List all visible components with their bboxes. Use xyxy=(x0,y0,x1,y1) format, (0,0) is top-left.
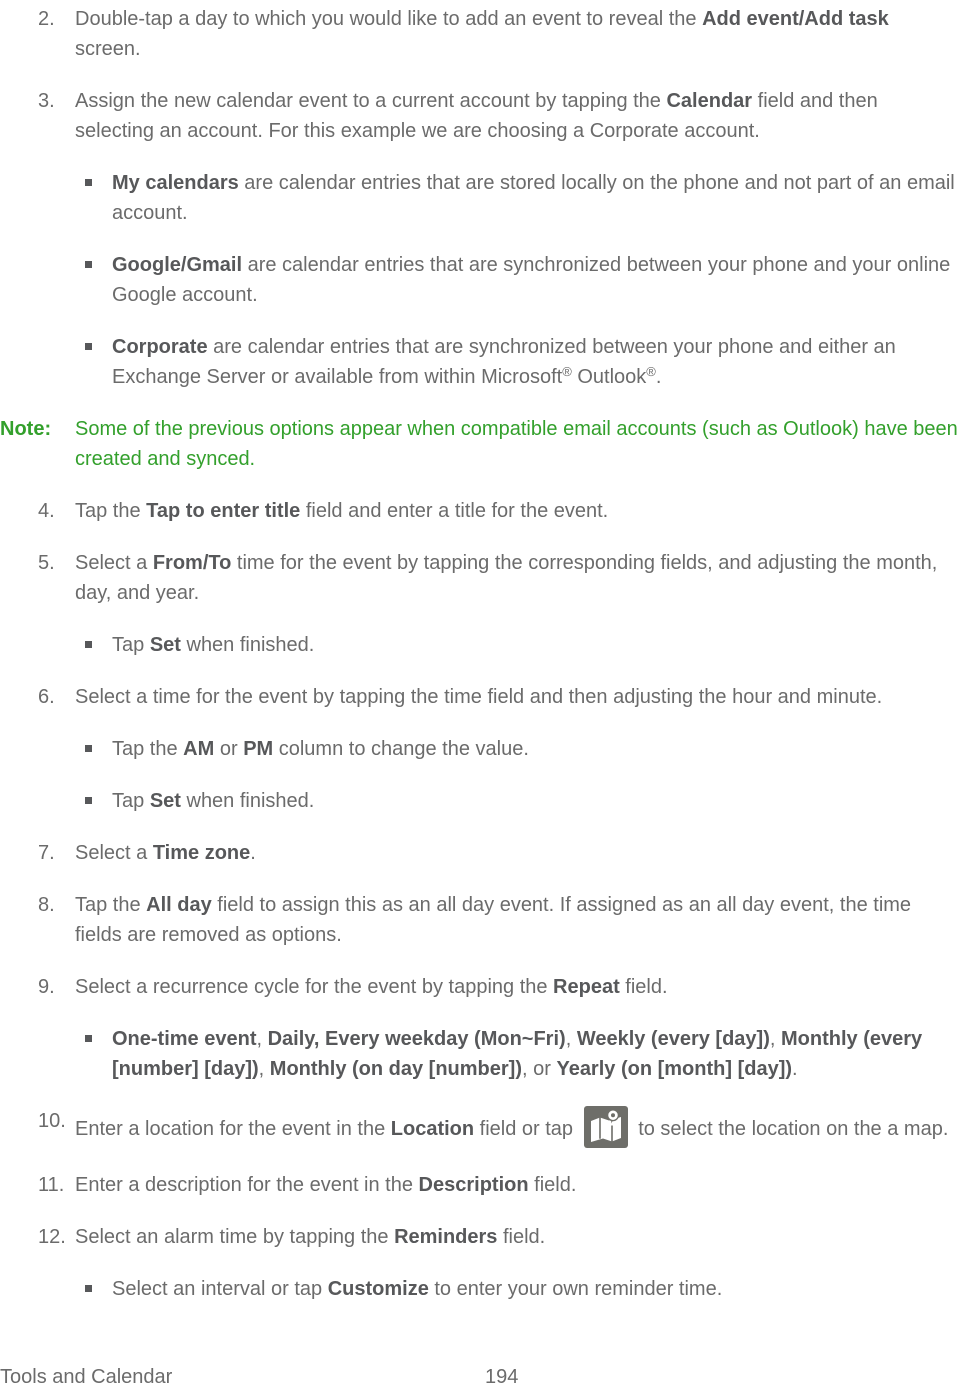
page-footer xyxy=(0,1362,971,1391)
item-text: Tap the Tap to enter title field and enter a title for the event. xyxy=(75,500,609,522)
list-item xyxy=(0,682,971,712)
item-number: 7. xyxy=(38,842,55,864)
note-label: Note: xyxy=(0,418,52,440)
item-number: 2. xyxy=(38,8,55,30)
bullet-square-icon xyxy=(85,250,112,280)
bullet-text: Select an interval or tap Customize to enter your own reminder time. xyxy=(112,1278,723,1300)
item-text: Double-tap a day to which you would like to add an event to reveal the Add event/Add task screen. xyxy=(75,8,889,60)
item-text: Select a From/To time for the event by tapping the corresponding fields, and adjusting the month, day, and year. xyxy=(75,552,938,604)
bullet-text: Tap Set when finished. xyxy=(112,634,315,656)
bullet-item xyxy=(0,1274,971,1304)
note-text: Some of the previous options appear when compatible email accounts (such as Outlook) have been created and synced. xyxy=(75,418,958,470)
item-text: Enter a description for the event in the Description field. xyxy=(75,1174,577,1196)
item-text: Select a recurrence cycle for the event by tapping the Repeat field. xyxy=(75,976,668,998)
footer-page-number: 194 xyxy=(485,1366,519,1388)
bullet-item xyxy=(0,734,971,764)
bullet-square-icon xyxy=(85,1274,112,1304)
bullet-item xyxy=(0,250,971,310)
list-item xyxy=(0,1106,971,1148)
item-number: 8. xyxy=(38,894,55,916)
list-item xyxy=(0,890,971,950)
item-text: Enter a location for the event in the Location field or tap to select the location on the a map. xyxy=(75,1106,971,1148)
item-text: Select a Time zone. xyxy=(75,842,256,864)
item-text: Assign the new calendar event to a current account by tapping the Calendar field and then selecting an account. For this example we are choosing a Corporate account. xyxy=(75,90,878,142)
item-number: 11. xyxy=(38,1174,65,1196)
list-item xyxy=(0,86,971,146)
bullet-square-icon xyxy=(85,168,112,198)
list-item xyxy=(0,4,971,64)
bullet-text: Tap Set when finished. xyxy=(112,790,315,812)
bullet-item xyxy=(0,786,971,816)
item-number: 12. xyxy=(38,1226,66,1248)
list-item xyxy=(0,1222,971,1252)
bullet-text: Corporate are calendar entries that are synchronized between your phone and either an Exchange Server or available from within Microsoft® Outlook®. xyxy=(112,336,896,388)
list-item xyxy=(0,496,971,526)
list-item xyxy=(0,548,971,608)
bullet-item xyxy=(0,1024,971,1084)
bullet-item xyxy=(0,168,971,228)
bullet-text: Google/Gmail are calendar entries that are synchronized between your phone and your online Google account. xyxy=(112,254,951,306)
bullet-square-icon xyxy=(85,630,112,660)
bullet-item xyxy=(0,630,971,660)
item-number: 9. xyxy=(38,976,55,998)
instruction-list xyxy=(0,4,971,1304)
list-item xyxy=(0,1170,971,1200)
item-number: 6. xyxy=(38,686,55,708)
footer-section-title: Tools and Calendar xyxy=(0,1366,173,1388)
item-number: 4. xyxy=(38,500,55,522)
list-item xyxy=(0,972,971,1002)
map-location-icon xyxy=(584,1106,628,1148)
item-number: 10. xyxy=(38,1110,66,1132)
item-text: Select a time for the event by tapping the time field and then adjusting the hour and minute. xyxy=(75,686,883,708)
list-item xyxy=(0,838,971,868)
bullet-text: Tap the AM or PM column to change the value. xyxy=(112,738,529,760)
item-text: Tap the All day field to assign this as an all day event. If assigned as an all day event, the time fields are removed as options. xyxy=(75,894,912,946)
bullet-square-icon xyxy=(85,332,112,362)
bullet-text: One-time event, Daily, Every weekday (Mon~Fri), Weekly (every [day]), Monthly (every [number] [day]), Monthly (on day [number]), or Yearly (on [month] [day]). xyxy=(112,1028,923,1080)
bullet-square-icon xyxy=(85,1024,112,1054)
note-block xyxy=(0,414,971,474)
bullet-item xyxy=(0,332,971,392)
bullet-square-icon xyxy=(85,734,112,764)
item-number: 5. xyxy=(38,552,55,574)
bullet-square-icon xyxy=(85,786,112,816)
item-text: Select an alarm time by tapping the Reminders field. xyxy=(75,1226,546,1248)
bullet-text: My calendars are calendar entries that are stored locally on the phone and not part of an email account. xyxy=(112,172,955,224)
item-number: 3. xyxy=(38,90,55,112)
